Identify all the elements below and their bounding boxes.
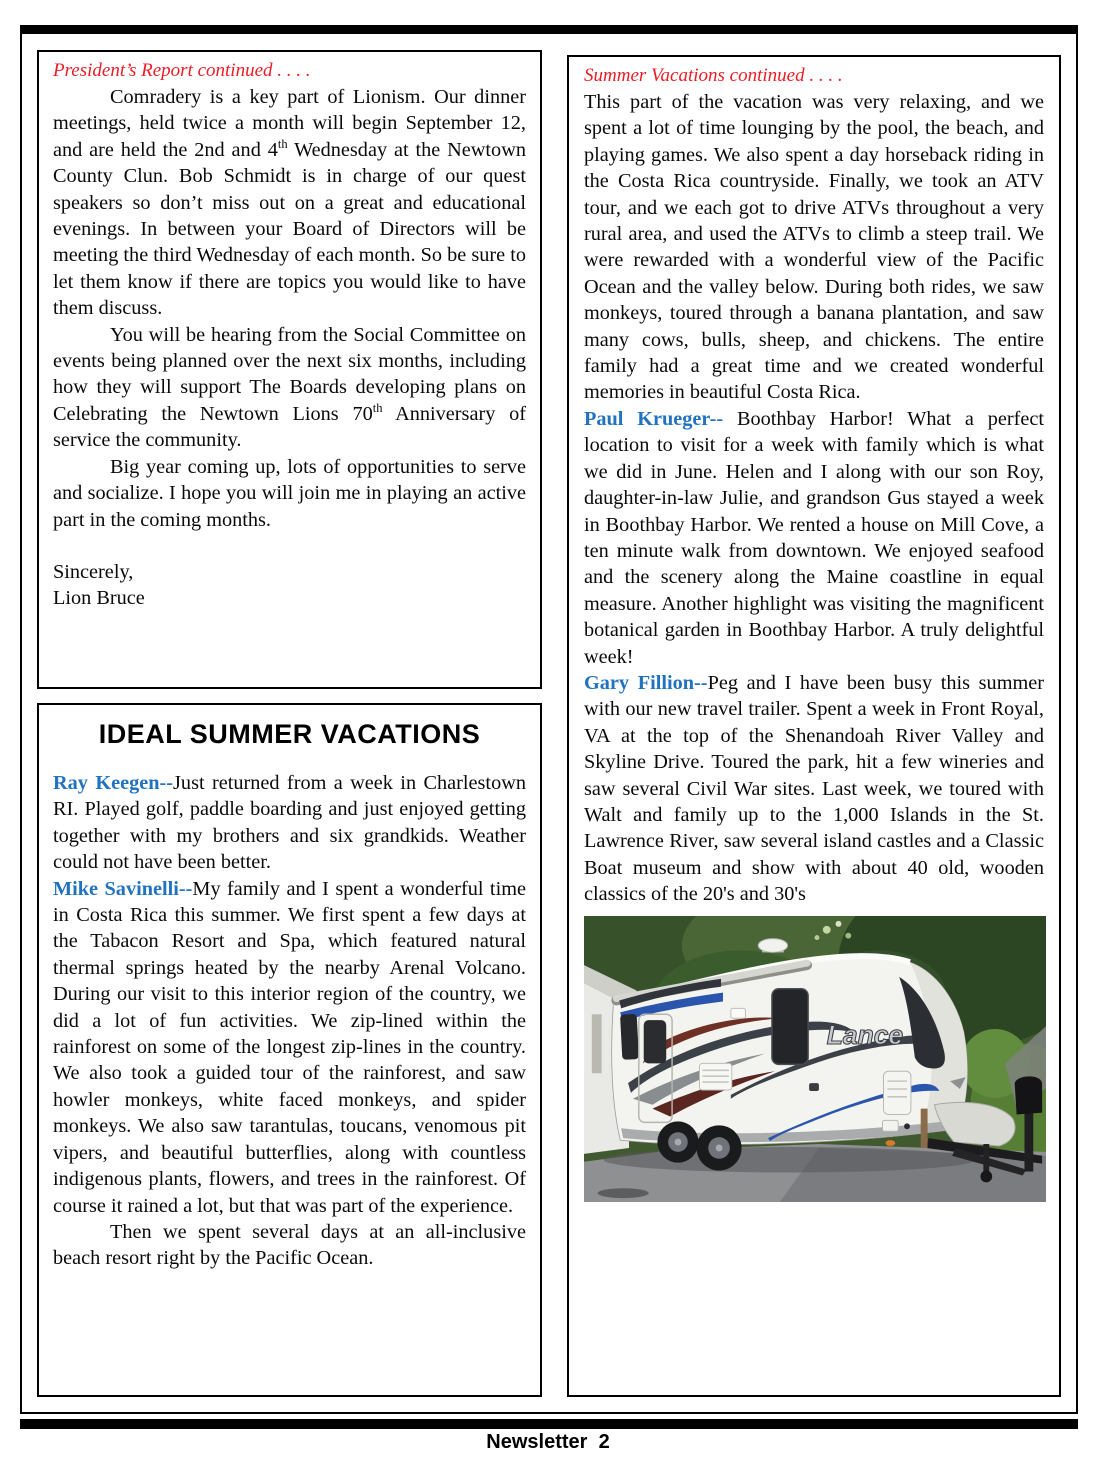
presidents-report-paragraph-1 xyxy=(53,84,526,322)
paragraph-text: Wednesday at the Newtown County Clun. Bob Schmidt is in charge of our quest speakers so don’t miss out on a great and educational evenings. In between your Board of Directors will be meeting the third Wednesday of each month. So be sure to let them know if there are topics you would like to have them discuss. xyxy=(53,138,526,320)
presidents-report-paragraph-3: Big year coming up, lots of opportunities to serve and socialize. I hope you will join me in playing an active part in the coming months. xyxy=(53,455,526,531)
presidents-report-paragraph-2 xyxy=(53,322,526,454)
lance-logo: Lance xyxy=(826,1019,904,1050)
entry-text: My family and I spent a wonderful time in Costa Rica this summer. We first spent a few days at the Tabacon Resort and Spa, which featured natural thermal springs heated by the nearby Arenal Volcano. During our visit to this interior region of the country, we did a lot of fun activities. We zip-lined within the rainforest on some of the longest zip-lines in the country. We also took a guided tour of the rainforest, and saw howler monkeys, white faced monkeys, and spider monkeys. We also saw tarantulas, toucans, venomous pit vipers, and beautiful butterflies, along with countless indigenous plants, flowers, and trees in the rainforest. Of course it rained a lot, but that was part of the experience. xyxy=(53,877,526,1217)
summer-vacations-continued-section xyxy=(567,55,1061,1397)
page-footer-label: Newsletter 2 xyxy=(486,1431,610,1453)
member-name: Paul Krueger-- xyxy=(584,407,724,430)
fence-post xyxy=(921,1108,928,1147)
presidents-report-section xyxy=(37,50,542,689)
vacation-entry-ray-keegen xyxy=(53,770,526,876)
summer-vacations-heading: Summer Vacations continued . . . . xyxy=(584,65,843,86)
ideal-summer-vacations-section xyxy=(37,703,542,1397)
satellite-dome xyxy=(758,938,787,952)
vacation-entry-paul-krueger xyxy=(584,406,1044,670)
presidents-report-heading: President’s Report continued . . . . xyxy=(53,60,311,81)
ordinal-superscript: th xyxy=(277,137,288,152)
member-name: Gary Fillion-- xyxy=(584,671,708,694)
paragraph-text: Comradery is a key part of Lionism. Our dinner meetings, held twice a month will begin September 12, and are held the 2nd and 4 xyxy=(53,86,526,161)
paragraph-text: You will be hearing from the Social Committee on events being planned over the next six months, including how they will support The Boards developing plans on Celebrating the Newtown Lions 70 xyxy=(53,323,526,425)
ideal-summer-vacations-title: IDEAL SUMMER VACATIONS xyxy=(98,719,481,749)
signoff-name: Lion Bruce xyxy=(53,587,145,610)
bottom-rule-bar xyxy=(20,1419,1078,1429)
travel-trailer-photo xyxy=(584,916,1046,1202)
entry-text: Peg and I have been busy this summer with our new travel trailer. Spent a week in Front Royal, VA at the top of the Shenandoah River Valley and Skyline Drive. Toured the park, hit a few wineries and saw several Civil War sites. Last week, we toured with Walt and family up to the 1,000 Islands in the St. Lawrence River, saw several island castles and a Classic Boat museum and show with about 40 old, wooden classics of the 20's and 30's xyxy=(584,671,1045,906)
vacation-entry-gary-fillion xyxy=(584,670,1044,908)
vacation-entry-closing-paragraph: Then we spent several days at an all-inclusive beach resort right by the Pacific Ocean. xyxy=(53,1220,526,1270)
member-name: Ray Keegen-- xyxy=(53,772,174,794)
entry-text: Just returned from a week in Charlestown RI. Played golf, paddle boarding and just enjoyed getting together with my brothers and six grandkids. Weather could not have been better. xyxy=(53,772,526,874)
paragraph-text: Anniversary of service the community. xyxy=(53,402,526,452)
costa-rica-continued-paragraph: This part of the vacation was very relaxing, and we spent a lot of time lounging by the pool, the beach, and playing games. We also spent a day horseback riding in the Costa Rica countryside. Finally, we took an ATV tour, and we each got to drive ATVs throughout a very rural area, and used the ATVs to climb a steep trail. We were rewarded with a wonderful view of the Pacific Ocean and the valley below. During both rides, we saw monkeys, toured through a banana plantation, and saw many cows, bulls, sheep, and chickens. The entire family had a great time and we created wonderful memories in beautiful Costa Rica. xyxy=(584,91,1044,404)
signoff-sincerely: Sincerely, xyxy=(53,560,134,583)
member-name: Mike Savinelli-- xyxy=(53,877,193,900)
ordinal-superscript: th xyxy=(372,401,383,416)
vacation-entry-mike-savinelli xyxy=(53,876,526,1219)
entry-text: Boothbay Harbor! What a perfect location to visit for a week with family which is what we did in June. Helen and I along with our son Roy, daughter-in-law Julie, and grandson Gus stayed a week in Boothbay Harbor. We rented a house on Mill Cove, a ten minute walk from downtown. We enjoyed seafood and the scenery along the Maine coastline in equal measure. Another highlight was visiting the magnificent botanical garden in Boothbay Harbor. A truly delightful week! xyxy=(584,407,1044,668)
